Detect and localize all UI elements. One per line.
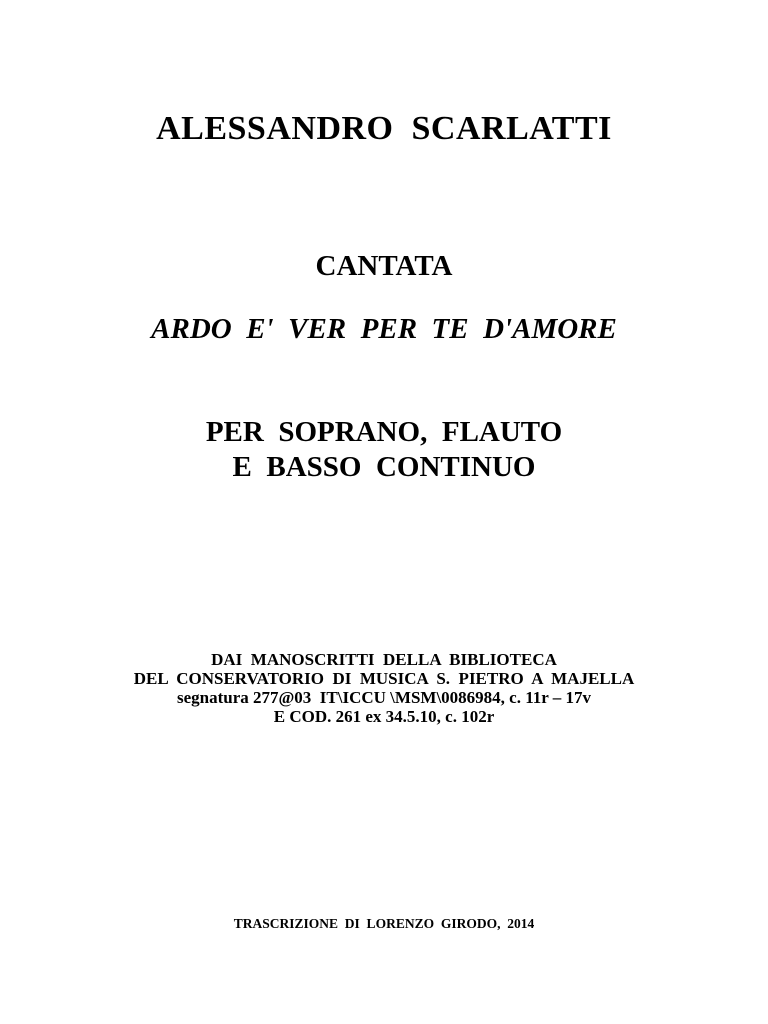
source-line-1: DAI MANOSCRITTI DELLA BIBLIOTECA [211,650,557,669]
genre-heading: CANTATA [315,250,453,282]
work-title: ARDO E' VER PER TE D'AMORE [151,313,617,345]
scoring-line-2: E BASSO CONTINUO [232,451,536,483]
source-line-4: E COD. 261 ex 34.5.10, c. 102r [273,707,495,726]
scoring-line-1: PER SOPRANO, FLAUTO [205,416,563,448]
source-line-2: DEL CONSERVATORIO DI MUSICA S. PIETRO A MAJELLA [133,669,635,688]
source-line-3: segnatura 277@03 IT\ICCU \MSM\0086984, c. 11r – 17v [176,688,592,707]
composer-name: ALESSANDRO SCARLATTI [156,110,612,147]
transcription-credit: TRASCRIZIONE DI LORENZO GIRODO, 2014 [233,916,535,931]
